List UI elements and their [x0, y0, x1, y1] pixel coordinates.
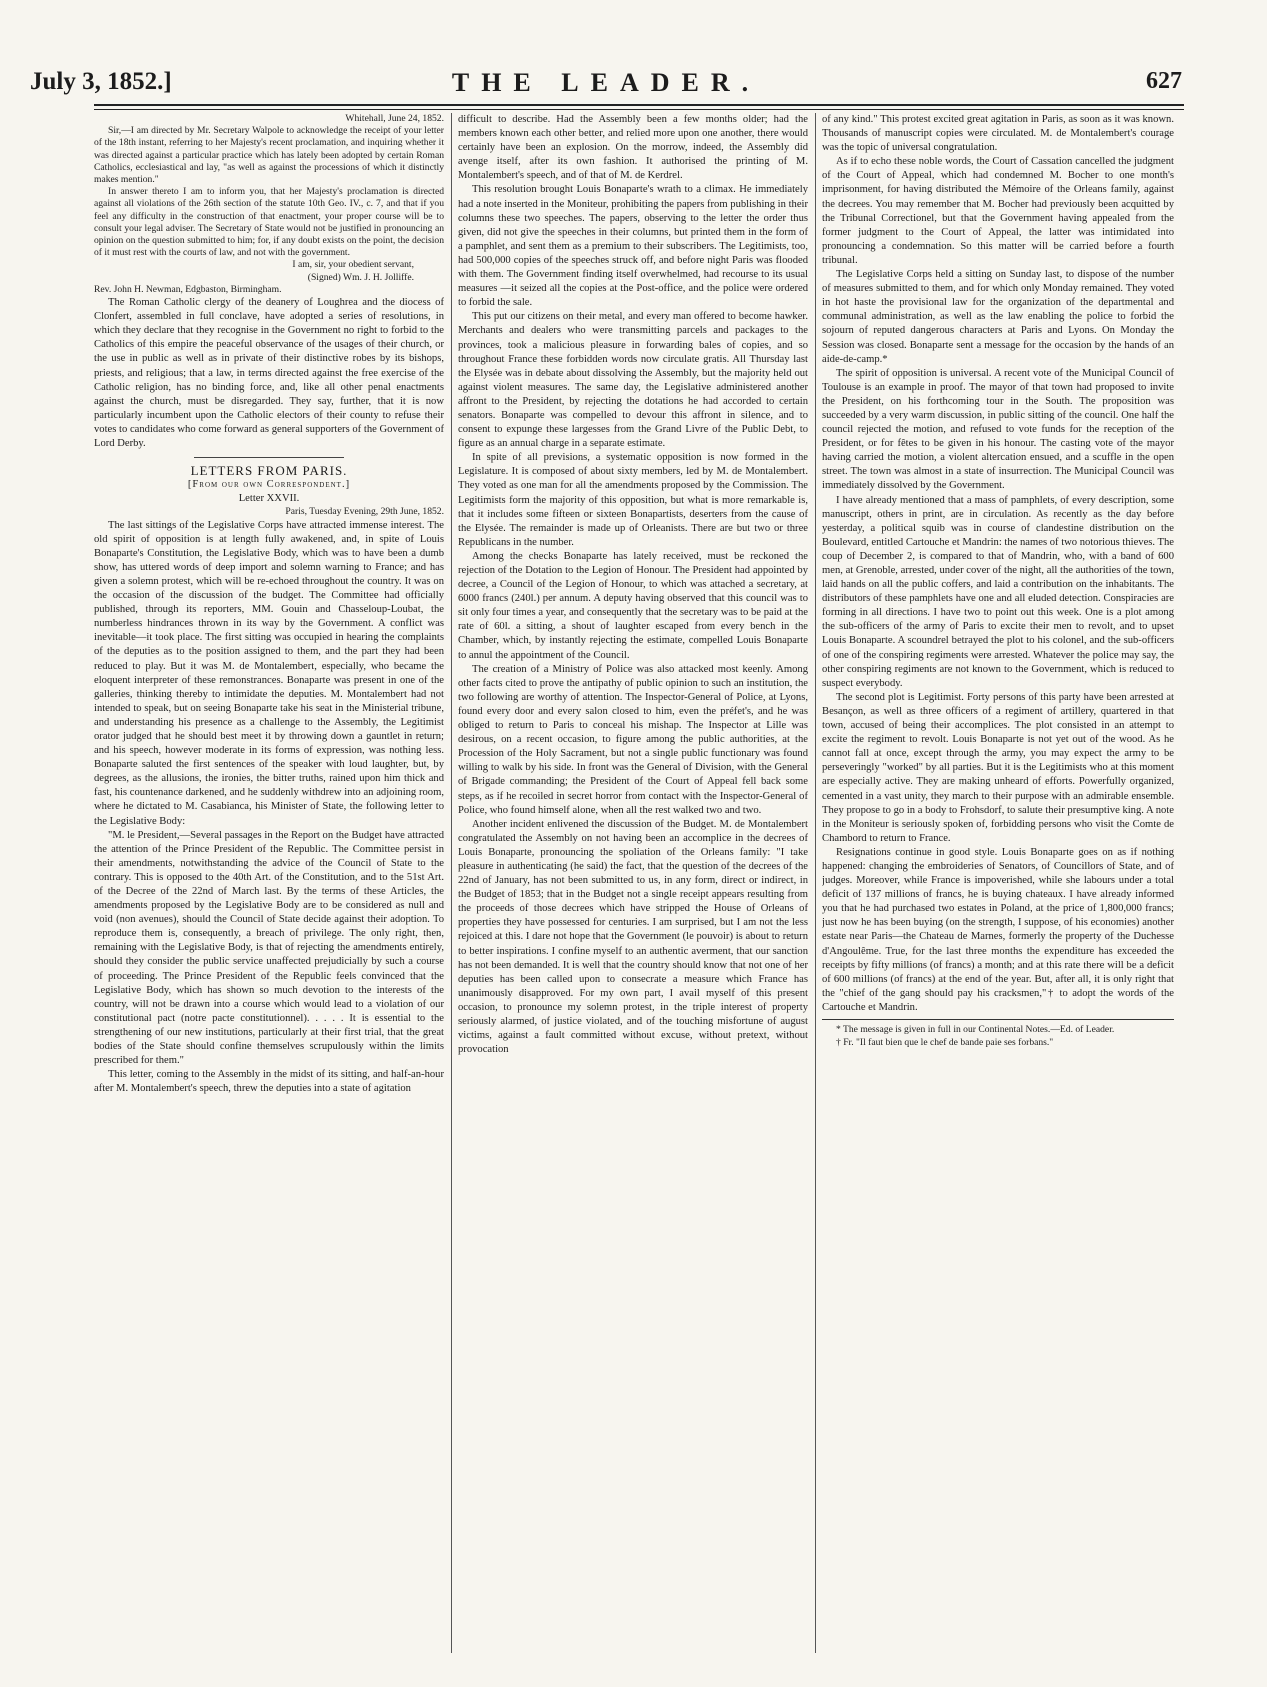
article-paragraph: This resolution brought Louis Bonaparte's wrath to a climax. He immediately had a note inserted in the Moniteur, prohibiting the papers from publishing in their columns these two speeches. The papers, observing to the letter the order thus given, did not give the speeches in their columns, but printed them in the form of a pamphlet, and sent them as a premium to their subscribers. The Legitimists, too, had 500,000 copies of the speeches struck off, and before night Paris was flooded with them. The Government finding itself overwhelmed, had recourse to its usual measures —it seized all the copies at the Post-office, and the police were ordered to forbid the sale. — [458, 184, 808, 309]
section-separator — [194, 457, 344, 458]
letter-dateline: Whitehall, June 24, 1852. — [345, 113, 444, 124]
section-subtitle: [From our own Correspondent.] — [187, 479, 351, 491]
column-2 — [458, 113, 808, 1673]
article-paragraph: "M. le President,—Several passages in the Report on the Budget have attracted the attention of the Prince President of the Republic. The Committee persist in their amendments, notwithstanding the advice of the Council of State to the contrary. This is opposed to the 40th Art. of the Constitution, and to the 51st Art. of the Decree of the 22nd of March last. By the terms of these Articles, the amendments proposed by the Legislative Body are to be considered as null and void (non avenues), should the Council of State decide against their adoption. To reproduce them is, consequently, a breach of privilege. The only right, then, remaining with the Legislative Body, is that of rejecting the amendments entirely, should they consider the public service unaffected prejudicially by such a course of proceeding. The Prince President of the Republic feels convinced that the Legislative Body, which has shown so much devotion to the interests of the country, will not be drawn into a course which would lead to a violation of our constitutional pact (notre pacte constitutionnel). . . . . It is essential to the strengthening of our new institutions, particularly at their first trial, that the great bodies of the State should confine themselves scrupulously within the limits prescribed for them." — [94, 829, 444, 1067]
article-paragraph: This letter, coming to the Assembly in the midst of its sitting, and half-an-hour after M. Montalembert's speech, threw the deputies into a state of agitation — [94, 1069, 444, 1095]
issue-date: July 3, 1852.] — [30, 68, 172, 95]
paris-dateline: Paris, Tuesday Evening, 29th June, 1852. — [285, 506, 444, 518]
header-rule-thin — [94, 109, 1184, 110]
footnote-rule — [822, 1019, 1174, 1020]
letter-address: Rev. John H. Newman, Edgbaston, Birmingham. — [94, 283, 282, 295]
masthead-title: THE LEADER. — [451, 68, 761, 97]
article-paragraph: This put our citizens on their metal, and every man offered to become hawker. Merchants and dealers who were transmitting parcels and packages to the provinces, took a malicious pleasure in forwarding bales of copies, and so throughout France these forbidden words now circulate gratis. All Thursday last the Elysée was in debate about dissolving the Assembly, but the majority held out against violent measures. The same day, the Legislative administered another affront to the President, by rejecting the dotations he had accorded to certain senators. Bonaparte was compelled to devour this affront in silence, and to consent to expunge these largesses from the Grand Livre of the Public Debt, to figure as an annual charge in a separate estimate. — [458, 311, 808, 450]
article-paragraph: The second plot is Legitimist. Forty persons of this party have been arrested at Besançon, as well as three officers of a regiment of artillery, quartered in that town, accused of being their accomplices. The plot consisted in an attempt to excite the regiment to revolt. Louis Bonaparte is not yet out of the wood. As he cannot fall at once, except through the army, you may expect the army to be perseveringly "worked" by all parties. But it is the Legitimists who at this moment are especially active. They are making unheard of efforts. Powerfully organized, cemented in a vast unity, they march to their purpose with an admirable ensemble. They propose to go in a body to Frohsdorf, to salute their presumptive king. A note in the Moniteur is seriously spoken of, forbidding persons who visit the Comte de Chambord to return to France. — [822, 691, 1174, 844]
section-title: LETTERS FROM PARIS. — [190, 463, 348, 479]
article-paragraph: Another incident enlivened the discussion of the Budget. M. de Montalembert congratulated the Assembly on not having been an accomplice in the decrees of Louis Bonaparte, pronouncing the spoliation of the Orleans family: "I take pleasure in authenticating (he said) the fact, that the question of the decrees of the 22nd of January, has not been submitted to us, in any form, direct or indirect, in the Budget of 1853; that in the Budget not a single receipt appears resulting from the proceeds of those decrees which have stripped the House of Orleans of properties they have possessed for centuries. I am surprised, but I am not the less rejoiced at this. I dare not hope that the Government (le pouvoir) is about to return to better inspirations. I confine myself to an authentic averment, that our sanction has not been demanded. It is well that the country should know that not one of her deputies has been called upon to consecrate a measure which France has unanimously disapproved. For my own part, I avail myself of this present occasion, to pronounce my solemn protest, in the triple interest of property seriously alarmed, of justice violated, and of the touching misfortune of august victims, against a fault committed without excuse, without pretext, without provocation — [458, 818, 808, 1056]
column-divider — [815, 113, 816, 1653]
page-header — [30, 68, 1182, 104]
article-paragraph: The Roman Catholic clergy of the deanery of Loughrea and the diocess of Clonfert, assembled in full conclave, have adopted a series of resolutions, in which they declare that they recognise in the Government no right to forbid to the Catholics of this empire the peaceful observance of the usages of their church, or the use in public as well as in private of their distinctive robes by its bishops, priests, and religious; that a law, in terms directed against the free exercise of the Catholic religion, has no binding force, and, like all other penal enactments against the church, must be disregarded. They say, further, that it is now particularly incumbent upon the Catholic electors of their county to refuse their votes to candidates who come forward as general supporters of the Government of Lord Derby. — [94, 297, 444, 449]
article-paragraph: As if to echo these noble words, the Court of Cassation cancelled the judgment of the Court of Appeal, which had condemned M. Bocher to one month's imprisonment, for having distributed the Mémoire of the Orleans family, against the decrees. You may remember that M. Bocher had previously been acquitted by the Tribunal Correctionel, but that the Government having appealed from the former judgment to the Court of Appeal, the latter was intimidated into pronouncing a condemnation. So this matter will be carried before a fourth tribunal. — [822, 156, 1174, 266]
article-paragraph: Among the checks Bonaparte has lately received, must be reckoned the rejection of the Dotation to the Legion of Honour. The President had appointed by decree, a Council of the Legion of Honour, to which was attached a secretary, at 6000 francs (240l.) per annum. A deputy having observed that this council was to sit only four times a year, and consequently that the secretary was to be paid at the rate of 60l. a sitting, a shout of laughter escaped from every bench in the Chamber, which, by instantly rejecting the estimate, compelled Louis Bonaparte to annul the appointment of the Council. — [458, 550, 808, 661]
column-3 — [822, 113, 1174, 1673]
article-paragraph: In spite of all previsions, a systematic opposition is now formed in the Legislature. It is composed of about sixty members, led by M. de Montalembert. They voted as one man for all the amendments proposed by the Commission. The Legitimists form the majority of this opposition, but what is more remarkable is, that it includes some fifteen or sixteen Bonapartists, deserters from the cause of the Elysée. The remainder is made up of Orleanists. There are but two or three Republicans in the number. — [458, 452, 808, 548]
header-rule — [94, 104, 1184, 106]
page-number: 627 — [1146, 68, 1182, 94]
article-paragraph: The Legislative Corps held a sitting on Sunday last, to dispose of the number of measures submitted to them, and for which only Monday remained. They voted in hot haste the provisional law for the organization of the departmental and communal administration, as well as the law enabling the police to forbid the sojourn of reputed dangerous characters at Paris and Lyons. On Monday the Session was closed. Bonaparte sent a message for the occasion by the hands of an aide-de-camp.* — [822, 269, 1174, 365]
letter-closing: I am, sir, your obedient servant, — [292, 259, 414, 271]
article-paragraph: difficult to describe. Had the Assembly been a few months older; had the members known each other better, and relied more upon one another, there would certainly have been an explosion. On the morrow, indeed, the Assembly did avenge itself, after its own fashion. It authorised the printing of M. Montalembert's speech, and of that of M. de Kerdrel. — [458, 114, 808, 182]
article-paragraph: The creation of a Ministry of Police was also attacked most keenly. Among other facts cited to prove the antipathy of public opinion to such an institution, the two following are worthy of attention. The Inspector-General of Police, at Lyons, found every door and every salon closed to him, even the préfet's, and he was obliged to return to Paris to conceal his mishap. The Inspector at Lille was desirous, on a recent occasion, to figure among the public authorities, at the Procession of the Holy Sacrament, but not a single public functionary was found willing to walk by his side. In front was the General of Division, with the General of Brigade commanding; the President of the Court of Appeal fell back some steps, as if he recoiled in secret horror from contact with the Inspector-General of Police, who found himself alone, when all the rest walked two and two. — [458, 663, 808, 816]
article-paragraph: I have already mentioned that a mass of pamphlets, of every description, some manuscript, others in print, are in circulation. As recently as the day before yesterday, a political squib was in course of clandestine distribution on the Boulevard, entitled Cartouche et Mandrin: the names of two notorious thieves. The coup of December 2, is compared to that of Mandrin, who, with a band of 600 men, at Grenoble, arrested, under cover of the night, all the authorities of the town, laid hands on all the public coffers, and laid a contribution on the inhabitants. The distributors of these pamphlets have one and all eluded detection. Conspiracies are forming in all directions. I have two to point out this week. One is a plot among the sub-officers of the army of Paris to excite their men to revolt, and to upset Louis Bonaparte. A scoundrel betrayed the plot to his colonel, and the sub-officers of one of the conspiring regiments were arrested. Whatever the police may say, the other conspiring regiments are not known to the Government, which is reduced to suspect everybody. — [822, 494, 1174, 689]
column-1 — [94, 113, 444, 1673]
article-paragraph: of any kind." This protest excited great agitation in Paris, as soon as it was known. Thousands of manuscript copies were circulated. M. de Montalembert's courage was the topic of universal congratulation. — [822, 114, 1174, 154]
article-paragraph: The last sittings of the Legislative Corps have attracted immense interest. The old spirit of opposition is at length fully awakened, and, in spite of Louis Bonaparte's Constitution, the Legislative Body, which was to have been a dumb show, has uttered words of deep import and solemn warning to France; and has given a solemn protest, which will be re-echoed throughout the country. It was on the occasion of the discussion of the budget. The Committee had officially published, through its reporters, MM. Gouin and Chasseloup-Loubat, the numberless hindrances thrown in its way by the Government. A conflict was inevitable—it took place. The first sitting was occupied in hearing the complaints of the deputies as to the position assigned to them, and the part they had been reduced to play. But it was M. de Montalembert, especially, who became the eloquent interpreter of these remonstrances. Bonaparte was present in one of the galleries, thinking thereby to intimidate the deputies. M. Montalembert had not intended to speak, but on seeing Bonaparte take his seat in the Ministerial tribune, and understanding his presence as a challenge to the Assembly, the Legitimist orator judged that he should best meet it by throwing down a gauntlet in return; and his speech, however moderate in its forms of expression, was nothing less. Bonaparte saluted the first sentences of the speaker with loud laughter, but, by degrees, as the allusions, the ironies, the bitter truths, rained upon him thick and fast, his countenance darkened, and he suddenly withdrew into an adjoining room, where he dictated to M. Casabianca, his Minister of State, the following letter to the Legislative Body: — [94, 519, 444, 827]
article-paragraph: The spirit of opposition is universal. A recent vote of the Municipal Council of Toulouse is an example in proof. The mayor of that town had proposed to invite the President, on his forthcoming tour in the South. The proposition was succeeded by a very warm discussion, in public sitting of the council. One half the council rejected the motion, and refused to vote funds for the reception of the President, or for fêtes to be given in his honour. The casting vote of the mayor having carried the motion, a violent altercation ensued, and a scuffle in the open street. The town was almost in a state of insurrection. The Municipal Council was immediately dissolved by the Government. — [822, 367, 1174, 492]
article-paragraph: Resignations continue in good style. Louis Bonaparte goes on as if nothing happened: changing the embroideries of Senators, of Councillors of State, and of judges. Moreover, while France is impoverished, while she labours under a total deficit of 137 millions of francs, he is buying chateaux. I have already informed you that he had purchased two estates in Poland, at the price of 1,800,000 francs; just now he has been buying (on the strength, I suppose, of his economies) another estate near Paris—the Chateau de Marnes, formerly the property of the Duchesse d'Angoulême. True, for the last three months the expenditure has exceeded the receipts by fifty millions (of francs) a month; and at this rate there will be a deficit of 600 millions (of francs) at the end of the year. But, after all, it is only right that the "chief of the gang should pay his cracksmen,"† to adopt the words of the Cartouche et Mandrin. — [822, 846, 1174, 1013]
letter-paragraph: In answer thereto I am to inform you, that her Majesty's proclamation is directed against all violations of the 26th section of the statute 10th Geo. IV., c. 7, and that if you feel any difficulty in the construction of that enactment, your proper course will be to consult your legal adviser. The Secretary of State would not be justified in pronouncing an opinion on the question submitted to him; for, if any doubt exists on the point, the decision of it must rest with the courts of law, and not with the government. — [94, 186, 444, 259]
footnote: * The message is given in full in our Continental Notes.—Ed. of Leader. — [836, 1024, 1115, 1035]
column-divider — [451, 113, 452, 1653]
letter-paragraph: Sir,—I am directed by Mr. Secretary Walpole to acknowledge the receipt of your letter of the 18th instant, referring to her Majesty's recent proclamation, and inquiring whether it was directed against a particular practice which has lately been adopted by certain Roman Catholics, ecclesiastical and lay, "as well as against the processions of which it distinctly makes mention." — [94, 125, 444, 186]
footnote: † Fr. "Il faut bien que le chef de bande paie ses forbans." — [836, 1036, 1054, 1048]
letter-signature: (Signed) Wm. J. H. Jolliffe. — [307, 271, 414, 283]
letter-number: Letter XXVII. — [238, 493, 300, 505]
